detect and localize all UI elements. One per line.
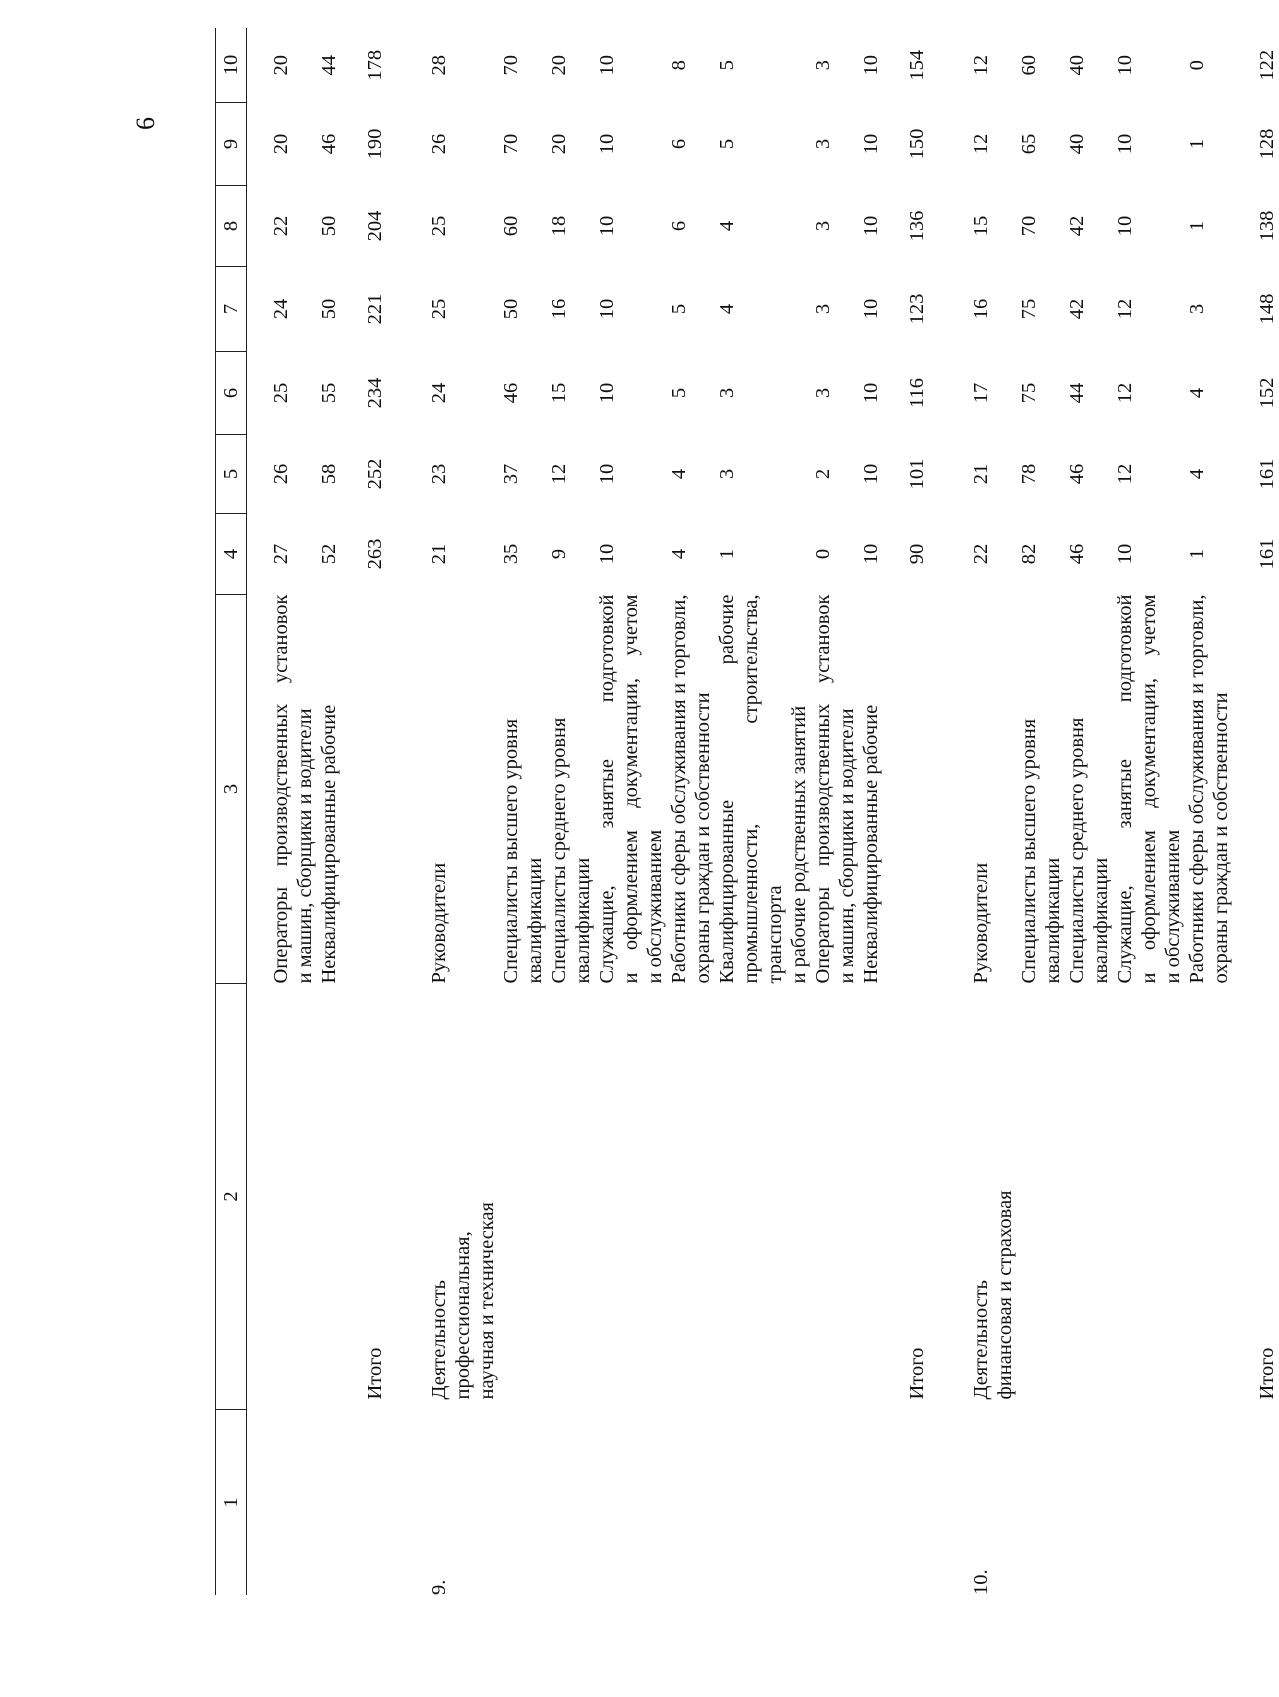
row-label-line: и машин, сборщики и водители xyxy=(836,708,858,984)
header-col-2: 2 xyxy=(216,984,247,1410)
value-cell: 21 xyxy=(428,543,450,565)
row-label xyxy=(1185,595,1233,984)
row-label-line: Руководители xyxy=(428,862,450,984)
value-cell: 10 xyxy=(596,215,618,237)
table-row xyxy=(969,28,1017,1595)
value-cell: 10 xyxy=(1114,133,1136,155)
row-label xyxy=(427,595,499,984)
section-title-cell xyxy=(317,984,341,1410)
spacer-row xyxy=(883,28,905,1595)
value-cell: 24 xyxy=(270,298,292,320)
value-cell: 4 xyxy=(1186,468,1208,480)
page-number: 6 xyxy=(131,117,160,130)
value-cell: 8 xyxy=(668,60,690,71)
section-title: Деятельность профессиональная, научная и техническая xyxy=(428,1202,498,1400)
row-number-cell xyxy=(363,1410,387,1596)
row-number-cell xyxy=(969,1410,1017,1596)
value-cell: 50 xyxy=(318,215,340,237)
value-cell: 10 xyxy=(1114,55,1136,76)
spacer-row xyxy=(1233,28,1255,1595)
table-row xyxy=(269,28,317,1595)
value-cell: 12 xyxy=(1114,382,1136,404)
section-number: 9. xyxy=(428,1579,450,1595)
row-number-cell xyxy=(859,1410,883,1596)
header-col-5: 5 xyxy=(216,435,247,514)
section-title-cell xyxy=(595,984,667,1410)
value-cell: 2 xyxy=(812,468,834,480)
section-title-cell xyxy=(1065,984,1113,1410)
row-label xyxy=(811,595,859,984)
value-cell: 190 xyxy=(364,128,386,160)
value-cell: 46 xyxy=(318,133,340,155)
row-label xyxy=(1255,595,1279,984)
value-cell: 6 xyxy=(668,138,690,150)
value-cell: 148 xyxy=(1256,293,1278,325)
value-cell: 128 xyxy=(1256,128,1278,160)
value-cell: 25 xyxy=(428,298,450,320)
value-cell: 20 xyxy=(270,133,292,155)
section-title-cell xyxy=(1185,984,1233,1410)
section-title-cell xyxy=(1113,984,1185,1410)
table-row xyxy=(1017,28,1065,1595)
spacer-row xyxy=(247,28,270,1595)
value-cell: 263 xyxy=(364,538,386,570)
section-title: Деятельность финансовая и страховая xyxy=(970,1190,1016,1400)
row-label-line: Руководители xyxy=(970,862,992,984)
row-label-line: охраны граждан и собственности xyxy=(692,692,714,984)
value-cell: 46 xyxy=(1066,463,1088,485)
section-title-cell xyxy=(269,984,317,1410)
value-cell: 4 xyxy=(668,468,690,480)
value-cell: 10 xyxy=(860,463,882,485)
rotated-page-content xyxy=(215,49,1278,1595)
row-label-line: Специалисты высшего уровня квалификации xyxy=(500,718,546,984)
header-col-9: 9 xyxy=(216,103,247,186)
row-label xyxy=(499,595,547,984)
value-cell: 1 xyxy=(1186,138,1208,150)
value-cell: 161 xyxy=(1256,538,1278,570)
row-label-line: Работники сферы обслуживания и торговли, xyxy=(1186,594,1208,984)
value-cell: 5 xyxy=(716,60,738,71)
value-cell: 10 xyxy=(596,133,618,155)
spacer-cell xyxy=(1233,28,1255,1595)
value-cell: 26 xyxy=(270,463,292,485)
value-cell: 15 xyxy=(548,382,570,404)
value-cell: 70 xyxy=(500,133,522,155)
value-cell: 4 xyxy=(716,220,738,232)
value-cell: 70 xyxy=(500,55,522,76)
value-cell: 0 xyxy=(812,548,834,560)
value-cell: 46 xyxy=(500,382,522,404)
value-cell: 46 xyxy=(1066,543,1088,565)
value-cell: 3 xyxy=(812,220,834,232)
row-number-cell xyxy=(905,1410,929,1596)
value-cell: 24 xyxy=(428,382,450,404)
row-label-line: Операторы производственных установок xyxy=(812,594,834,984)
value-cell: 82 xyxy=(1018,543,1040,565)
value-cell: 4 xyxy=(716,303,738,315)
value-cell: 25 xyxy=(270,382,292,404)
value-cell: 116 xyxy=(906,378,928,408)
row-label xyxy=(1065,595,1113,984)
row-label-line: Специалисты среднего уровня квалификации xyxy=(548,717,594,984)
value-cell: 27 xyxy=(270,543,292,565)
value-cell: 10 xyxy=(1114,543,1136,565)
spacer-cell xyxy=(341,28,363,1595)
value-cell: 35 xyxy=(500,543,522,565)
table-row xyxy=(499,28,547,1595)
row-label xyxy=(363,595,387,984)
value-cell: 123 xyxy=(906,293,928,325)
row-label xyxy=(1017,595,1065,984)
value-cell: 23 xyxy=(428,463,450,485)
value-cell: 12 xyxy=(970,55,992,76)
value-cell: 10 xyxy=(596,382,618,404)
total-row xyxy=(1255,28,1279,1595)
spacer-cell xyxy=(247,28,270,1595)
value-cell: 28 xyxy=(428,55,450,76)
value-cell: 22 xyxy=(270,215,292,237)
section-title-cell xyxy=(715,984,811,1410)
row-label-line: и оформлением документации, учетом xyxy=(620,594,642,984)
row-label-line: Неквалифицированные рабочие xyxy=(318,704,340,984)
row-number-cell xyxy=(715,1410,811,1596)
value-cell: 5 xyxy=(716,138,738,150)
row-label xyxy=(905,595,929,984)
value-cell: 58 xyxy=(318,463,340,485)
value-cell: 55 xyxy=(318,382,340,404)
value-cell: 40 xyxy=(1066,133,1088,155)
row-label-line: и рабочие родственных занятий xyxy=(788,705,810,984)
row-number-cell xyxy=(317,1410,341,1596)
row-label-line: и обслуживанием xyxy=(644,829,666,984)
table-row xyxy=(1185,28,1233,1595)
section-number: 10. xyxy=(970,1569,992,1595)
value-cell: 90 xyxy=(906,543,928,565)
value-cell: 20 xyxy=(270,55,292,76)
value-cell: 22 xyxy=(970,543,992,565)
table-row xyxy=(667,28,715,1595)
total-row xyxy=(905,28,929,1595)
value-cell: 3 xyxy=(716,387,738,399)
row-number-cell xyxy=(667,1410,715,1596)
header-col-6: 6 xyxy=(216,352,247,435)
value-cell: 44 xyxy=(318,55,340,76)
value-cell: 5 xyxy=(668,387,690,399)
header-col-3: 3 xyxy=(216,595,247,984)
header-col-1: 1 xyxy=(216,1410,247,1596)
value-cell: 42 xyxy=(1066,298,1088,320)
row-label-line: Специалисты высшего уровня квалификации xyxy=(1018,718,1064,984)
table-row xyxy=(317,28,341,1595)
value-cell: 3 xyxy=(812,60,834,71)
spacer-cell xyxy=(387,28,427,1595)
value-cell: 75 xyxy=(1018,298,1040,320)
row-label xyxy=(269,595,317,984)
spacer-cell xyxy=(929,28,969,1595)
row-number-cell xyxy=(269,1410,317,1596)
value-cell: 3 xyxy=(812,303,834,315)
value-cell: 52 xyxy=(318,543,340,565)
value-cell: 10 xyxy=(596,55,618,76)
row-label xyxy=(595,595,667,984)
row-label xyxy=(317,595,341,984)
value-cell: 122 xyxy=(1256,49,1278,81)
header-col-4: 4 xyxy=(216,514,247,595)
table-row xyxy=(1065,28,1113,1595)
value-cell: 136 xyxy=(906,210,928,242)
value-cell: 150 xyxy=(906,128,928,160)
row-number-cell xyxy=(427,1410,499,1596)
table-row xyxy=(547,28,595,1595)
value-cell: 9 xyxy=(548,548,570,560)
row-label-line: и обслуживанием xyxy=(1162,829,1184,984)
row-number-cell xyxy=(595,1410,667,1596)
value-cell: 20 xyxy=(548,133,570,155)
value-cell: 16 xyxy=(548,298,570,320)
value-cell: 5 xyxy=(668,303,690,315)
value-cell: 10 xyxy=(860,382,882,404)
row-label xyxy=(715,595,811,984)
section-title-cell xyxy=(1017,984,1065,1410)
spacer-row xyxy=(929,28,969,1595)
row-label-line: и оформлением документации, учетом xyxy=(1138,594,1160,984)
row-label-line: и машин, сборщики и водители xyxy=(294,708,316,984)
total-label: Итого xyxy=(906,1347,928,1400)
value-cell: 70 xyxy=(1018,215,1040,237)
row-number-cell xyxy=(811,1410,859,1596)
table-header xyxy=(216,28,247,1595)
section-title-cell xyxy=(811,984,859,1410)
total-label: Итого xyxy=(1256,1347,1278,1400)
row-label-line: Служащие, занятые подготовкой xyxy=(1114,594,1136,984)
row-label-line: промышленности, строительства, транспорта xyxy=(740,594,786,984)
value-cell: 20 xyxy=(548,55,570,76)
row-label xyxy=(1113,595,1185,984)
value-cell: 10 xyxy=(596,463,618,485)
value-cell: 152 xyxy=(1256,377,1278,409)
row-label-line: Неквалифицированные рабочие xyxy=(860,704,882,984)
value-cell: 26 xyxy=(428,133,450,155)
value-cell: 18 xyxy=(548,215,570,237)
spacer-row xyxy=(387,28,427,1595)
value-cell: 44 xyxy=(1066,382,1088,404)
table-row xyxy=(595,28,667,1595)
row-label-line: Специалисты среднего уровня квалификации xyxy=(1066,717,1112,984)
employment-table xyxy=(215,28,1279,1595)
value-cell: 178 xyxy=(364,49,386,81)
row-number-cell xyxy=(1255,1410,1279,1596)
value-cell: 154 xyxy=(906,49,928,81)
value-cell: 161 xyxy=(1256,458,1278,490)
value-cell: 221 xyxy=(364,293,386,325)
header-col-8: 8 xyxy=(216,186,247,267)
row-label-line: Работники сферы обслуживания и торговли, xyxy=(668,594,690,984)
row-label-line: Операторы производственных установок xyxy=(270,594,292,984)
value-cell: 42 xyxy=(1066,215,1088,237)
value-cell: 234 xyxy=(364,377,386,409)
value-cell: 10 xyxy=(860,55,882,76)
header-col-10: 10 xyxy=(216,28,247,103)
value-cell: 10 xyxy=(1114,215,1136,237)
value-cell: 50 xyxy=(500,298,522,320)
value-cell: 78 xyxy=(1018,463,1040,485)
value-cell: 12 xyxy=(1114,298,1136,320)
table-row xyxy=(715,28,811,1595)
value-cell: 1 xyxy=(1186,220,1208,232)
value-cell: 3 xyxy=(812,138,834,150)
row-label-line: охраны граждан и собственности xyxy=(1210,692,1232,984)
header-row xyxy=(216,28,247,1595)
value-cell: 101 xyxy=(906,458,928,490)
value-cell: 252 xyxy=(364,458,386,490)
section-title-cell xyxy=(969,984,1017,1410)
value-cell: 4 xyxy=(668,548,690,560)
value-cell: 1 xyxy=(716,548,738,560)
header-col-7: 7 xyxy=(216,267,247,352)
value-cell: 10 xyxy=(860,298,882,320)
row-label xyxy=(547,595,595,984)
value-cell: 15 xyxy=(970,215,992,237)
spacer-cell xyxy=(883,28,905,1595)
value-cell: 16 xyxy=(970,298,992,320)
value-cell: 3 xyxy=(812,387,834,399)
section-title-cell xyxy=(427,984,499,1410)
table-row xyxy=(1113,28,1185,1595)
value-cell: 65 xyxy=(1018,133,1040,155)
spacer-row xyxy=(341,28,363,1595)
value-cell: 204 xyxy=(364,210,386,242)
section-title-cell xyxy=(859,984,883,1410)
value-cell: 6 xyxy=(668,220,690,232)
value-cell: 40 xyxy=(1066,55,1088,76)
value-cell: 12 xyxy=(1114,463,1136,485)
row-number-cell xyxy=(499,1410,547,1596)
value-cell: 10 xyxy=(860,215,882,237)
total-row xyxy=(363,28,387,1595)
row-label xyxy=(859,595,883,984)
row-number-cell xyxy=(547,1410,595,1596)
value-cell: 10 xyxy=(596,298,618,320)
section-title-cell xyxy=(499,984,547,1410)
row-label-line: Квалифицированные рабочие xyxy=(716,594,738,984)
value-cell: 0 xyxy=(1186,60,1208,71)
value-cell: 12 xyxy=(548,463,570,485)
value-cell: 10 xyxy=(860,543,882,565)
value-cell: 12 xyxy=(970,133,992,155)
value-cell: 10 xyxy=(860,133,882,155)
table-row xyxy=(811,28,859,1595)
value-cell: 37 xyxy=(500,463,522,485)
value-cell: 75 xyxy=(1018,382,1040,404)
table-row xyxy=(859,28,883,1595)
value-cell: 60 xyxy=(1018,55,1040,76)
value-cell: 17 xyxy=(970,382,992,404)
value-cell: 25 xyxy=(428,215,450,237)
row-label xyxy=(667,595,715,984)
row-number-cell xyxy=(1065,1410,1113,1596)
section-title-cell xyxy=(667,984,715,1410)
value-cell: 4 xyxy=(1186,387,1208,399)
value-cell: 60 xyxy=(500,215,522,237)
table-row xyxy=(427,28,499,1595)
row-label xyxy=(969,595,1017,984)
value-cell: 3 xyxy=(1186,303,1208,315)
section-title-cell xyxy=(547,984,595,1410)
value-cell: 10 xyxy=(596,543,618,565)
value-cell: 50 xyxy=(318,298,340,320)
value-cell: 3 xyxy=(716,468,738,480)
total-label: Итого xyxy=(364,1347,386,1400)
value-cell: 21 xyxy=(970,463,992,485)
row-number-cell xyxy=(1017,1410,1065,1596)
value-cell: 1 xyxy=(1186,548,1208,560)
table-body xyxy=(247,28,1279,1595)
row-label-line: Служащие, занятые подготовкой xyxy=(596,594,618,984)
value-cell: 138 xyxy=(1256,210,1278,242)
row-number-cell xyxy=(1185,1410,1233,1596)
row-number-cell xyxy=(1113,1410,1185,1596)
